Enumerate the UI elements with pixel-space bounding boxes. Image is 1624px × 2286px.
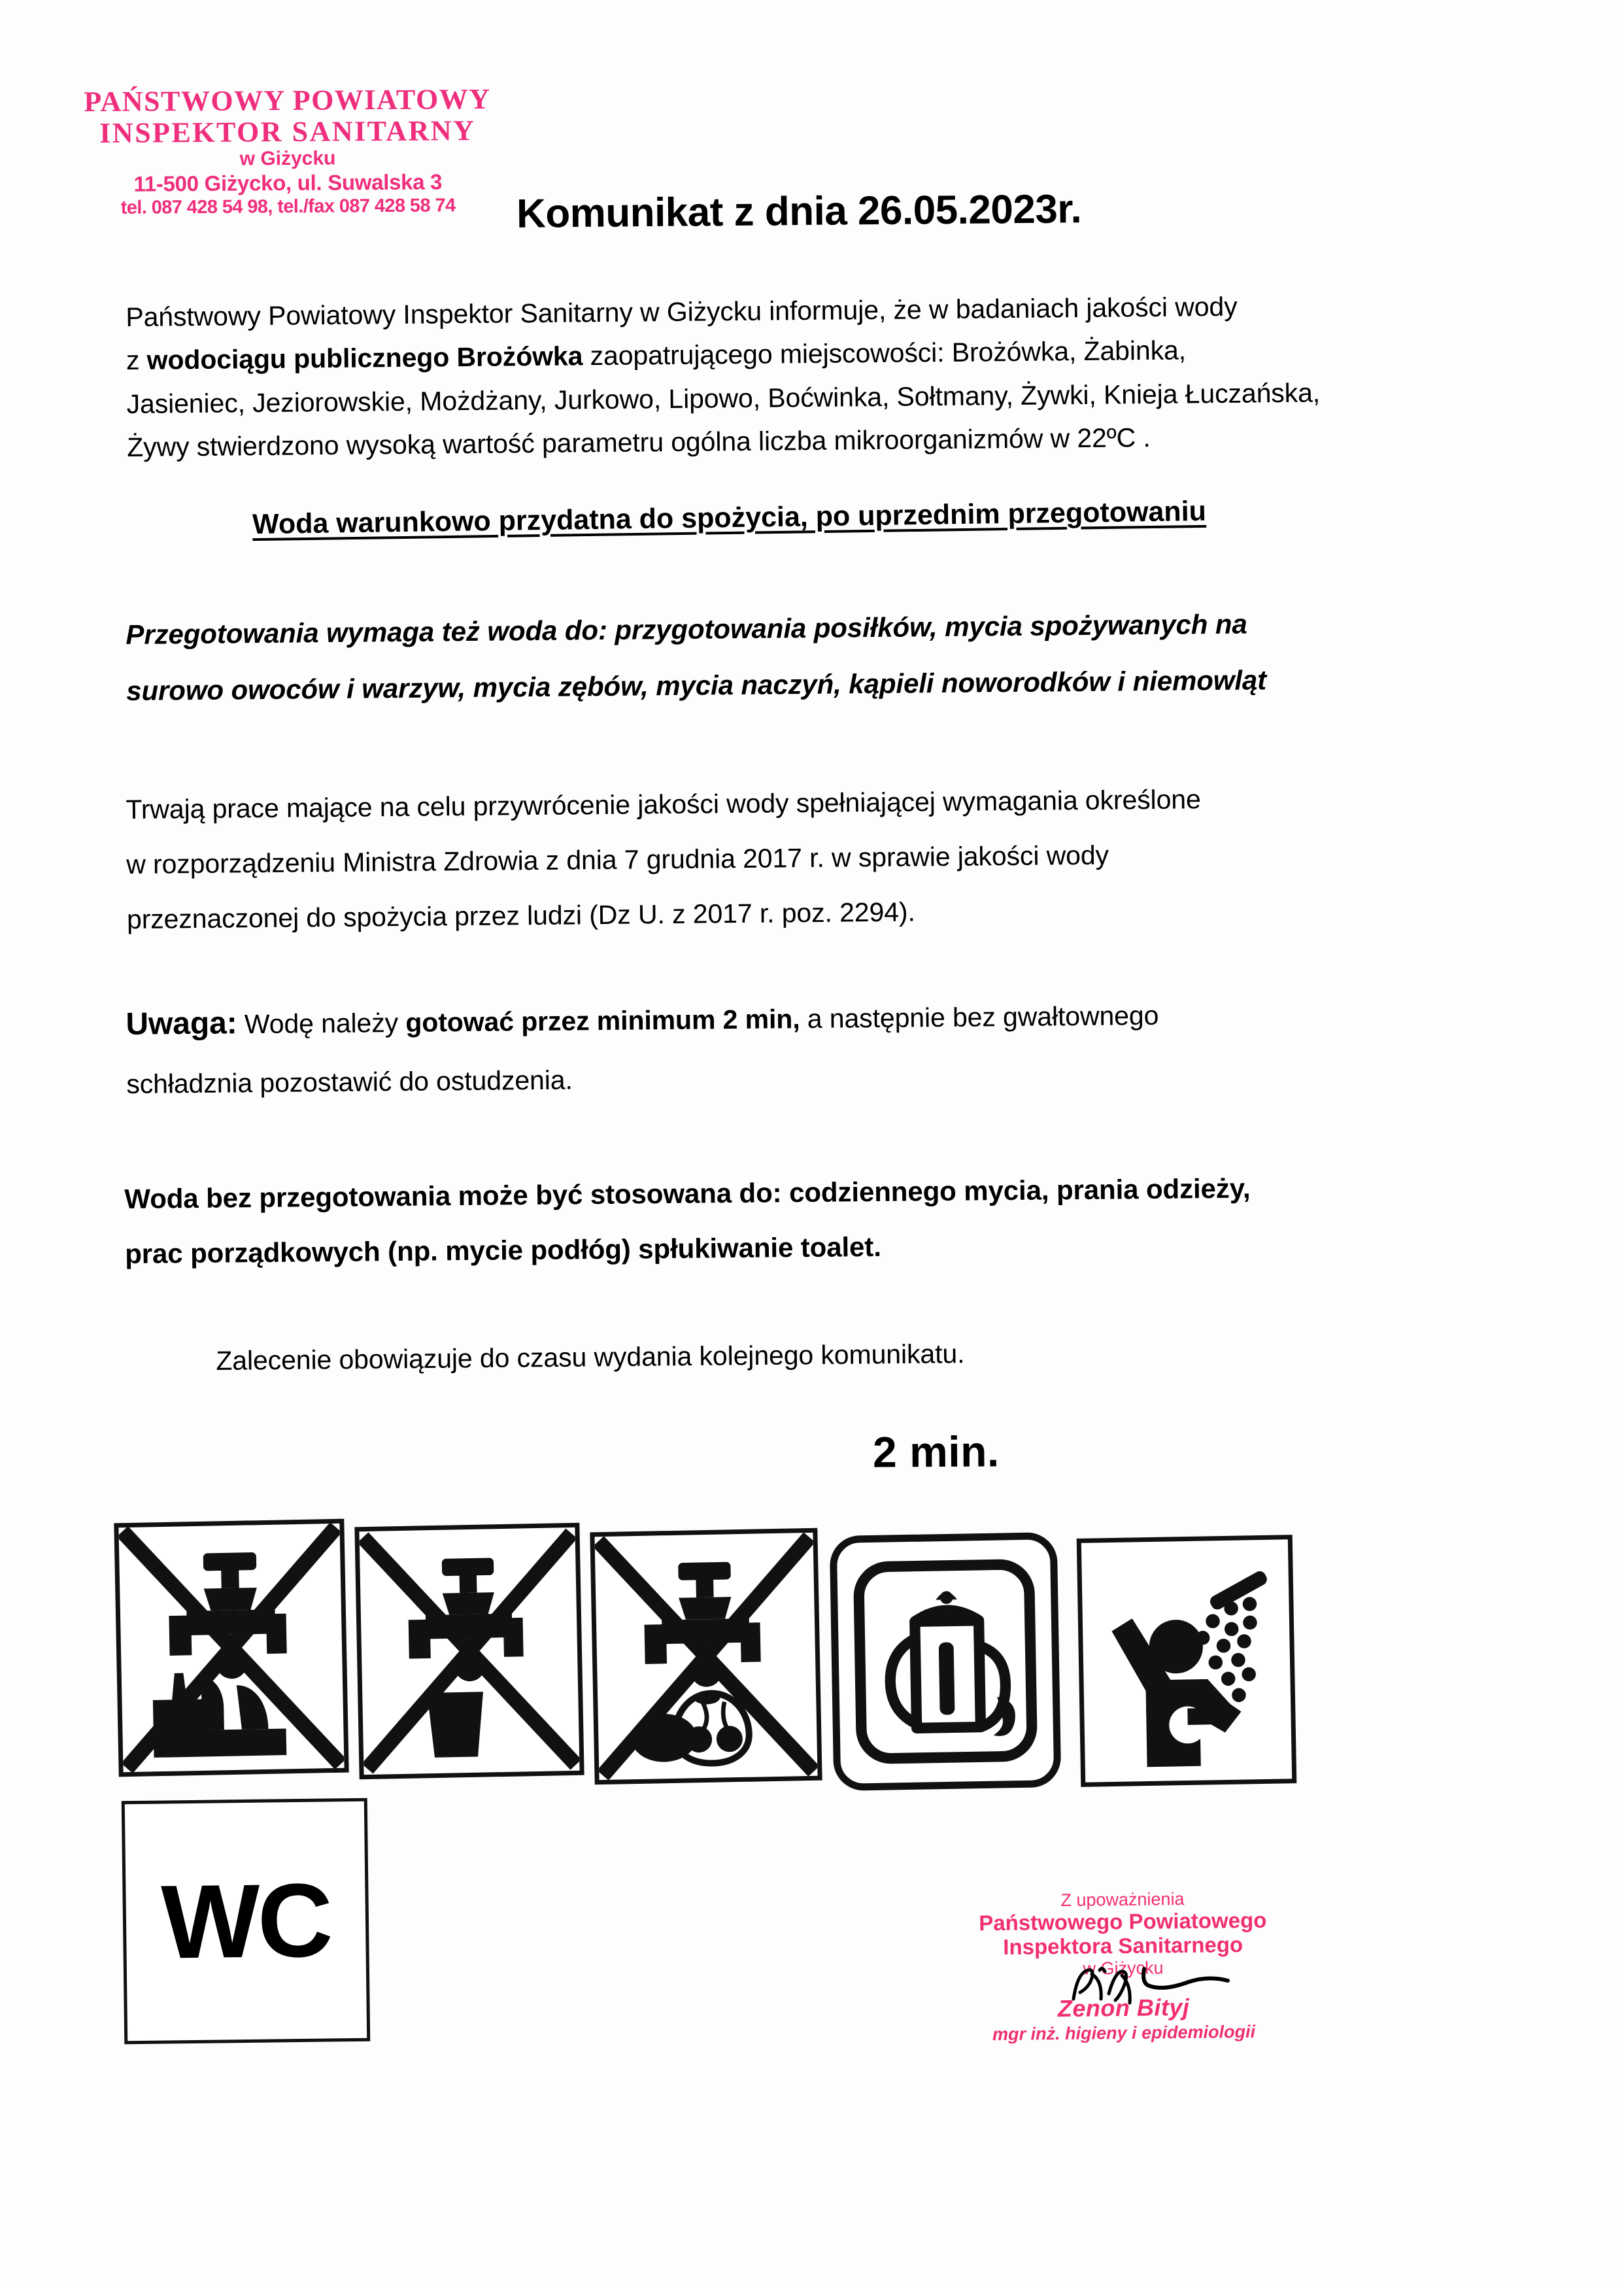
tap-over-dishes-crossed-out-icon	[118, 1524, 344, 1772]
kettle-icon	[837, 1539, 1054, 1784]
tap-over-fruit-crossed-out-icon	[594, 1533, 817, 1780]
intro-line-2-prefix: z	[126, 345, 147, 376]
signatory-role: mgr inż. higieny i epidemiologii	[992, 2021, 1256, 2044]
works-line-3: przeznaczonej do spożycia przez ludzi (Dz U. z 2017 r. poz. 2294).	[126, 896, 915, 935]
kettle-boiling-allowed-pictogram	[830, 1532, 1062, 1791]
person-showering-icon	[1081, 1539, 1292, 1782]
tap-fruit-prohibited-pictogram	[590, 1528, 822, 1785]
intro-line-2-suffix: zaopatrującego miejscowości: Brożówka, Żabinka,	[583, 335, 1187, 371]
signature-stamp	[946, 1888, 1300, 2045]
signature-authority-line-1: Państwowego Powiatowego	[979, 1907, 1267, 1936]
nonboiled-line-2: prac porządkowych (np. mycie podłóg) spłukiwanie toalet.	[124, 1231, 881, 1269]
note-line-1-prefix: Wodę należy	[237, 1007, 406, 1040]
tap-over-glass-crossed-out-icon	[359, 1527, 579, 1775]
boil-duration-emphasis: gotować przez minimum 2 min,	[405, 1004, 800, 1038]
note-line-2: schładznia pozostawić do ostudzenia.	[126, 1065, 573, 1100]
boiling-required-paragraph	[126, 593, 1526, 719]
page-title: Komunikat z dnia 26.05.2023r.	[516, 186, 1082, 237]
tap-dishes-prohibited-pictogram	[114, 1519, 348, 1777]
boil-also-line-1: Przegotowania wymaga też woda do: przygotowania posiłków, mycia spożywanych na	[126, 608, 1247, 650]
signatory-name: Zenon Bityj	[1057, 1994, 1190, 2022]
attention-label: Uwaga:	[126, 1006, 237, 1042]
pictogram-row	[116, 1516, 1345, 1777]
intro-line-4: Żywy stwierdzono wysoką wartość parametru ogólna liczba mikroorganizmów w 22ºC .	[127, 422, 1151, 463]
wc-label: WC	[160, 1861, 331, 1981]
works-line-2: w rozporządzeniu Ministra Zdrowia z dnia 7 grudnia 2017 r. w sprawie jakości wody	[126, 840, 1109, 880]
intro-line-1: Państwowy Powiatowy Inspektor Sanitarny w Giżycku informuje, że w badaniach jakości wody	[126, 291, 1238, 332]
signature-city-line: w Giżycku	[1083, 1958, 1164, 1979]
signature-authority-line-2: Inspektora Sanitarnego	[1003, 1932, 1243, 1960]
validity-line: Zalecenie obowiązuje do czasu wydania kolejnego komunikatu.	[216, 1339, 965, 1376]
stamp-line-authority-2: INSPEKTOR SANITARNY	[99, 114, 476, 149]
stamp-line-authority-1: PAŃSTWOWY POWIATOWY	[84, 82, 491, 118]
wc-sign	[122, 1798, 371, 2045]
nonboiled-line-1: Woda bez przegotowania może być stosowana do: codziennego mycia, prania odzieży,	[124, 1172, 1251, 1214]
works-line-1: Trwają prace mające na celu przywrócenie jakości wody spełniającej wymagania określone	[126, 784, 1201, 825]
office-header-stamp	[71, 84, 503, 219]
shower-allowed-pictogram	[1077, 1535, 1297, 1787]
intro-paragraph	[126, 282, 1513, 469]
ongoing-works-paragraph	[126, 769, 1513, 947]
intro-line-3: Jasieniec, Jeziorowskie, Możdżany, Jurkowo, Lipowo, Boćwinka, Sołtmany, Żywki, Knieja Łuczańska,	[126, 377, 1321, 419]
signature-authorization-line: Z upoważnienia	[1060, 1889, 1185, 1910]
validity-paragraph	[216, 1328, 1393, 1383]
stamp-line-address: 11-500 Giżycko, ul. Suwalska 3	[133, 169, 443, 197]
nonboiled-uses-paragraph	[124, 1158, 1525, 1282]
waterworks-name: wodociągu publicznego Brożówka	[146, 341, 583, 376]
attention-note-paragraph	[126, 980, 1513, 1112]
stamp-line-city: w Giżycku	[239, 147, 336, 170]
tap-glass-prohibited-pictogram	[354, 1523, 584, 1780]
boil-also-line-2: surowo owoców i warzyw, mycia zębów, mycia naczyń, kąpieli noworodków i niemowląt	[126, 664, 1267, 707]
stamp-line-phone: tel. 087 428 54 98, tel./fax 087 428 58 74	[120, 195, 456, 218]
conditional-use-heading: Woda warunkowo przydatna do spożycia, po uprzednim przegotowaniu	[252, 495, 1207, 541]
note-line-1-suffix: a następnie bez gwałtownego	[800, 1000, 1159, 1034]
two-minutes-label: 2 min.	[872, 1427, 1000, 1476]
